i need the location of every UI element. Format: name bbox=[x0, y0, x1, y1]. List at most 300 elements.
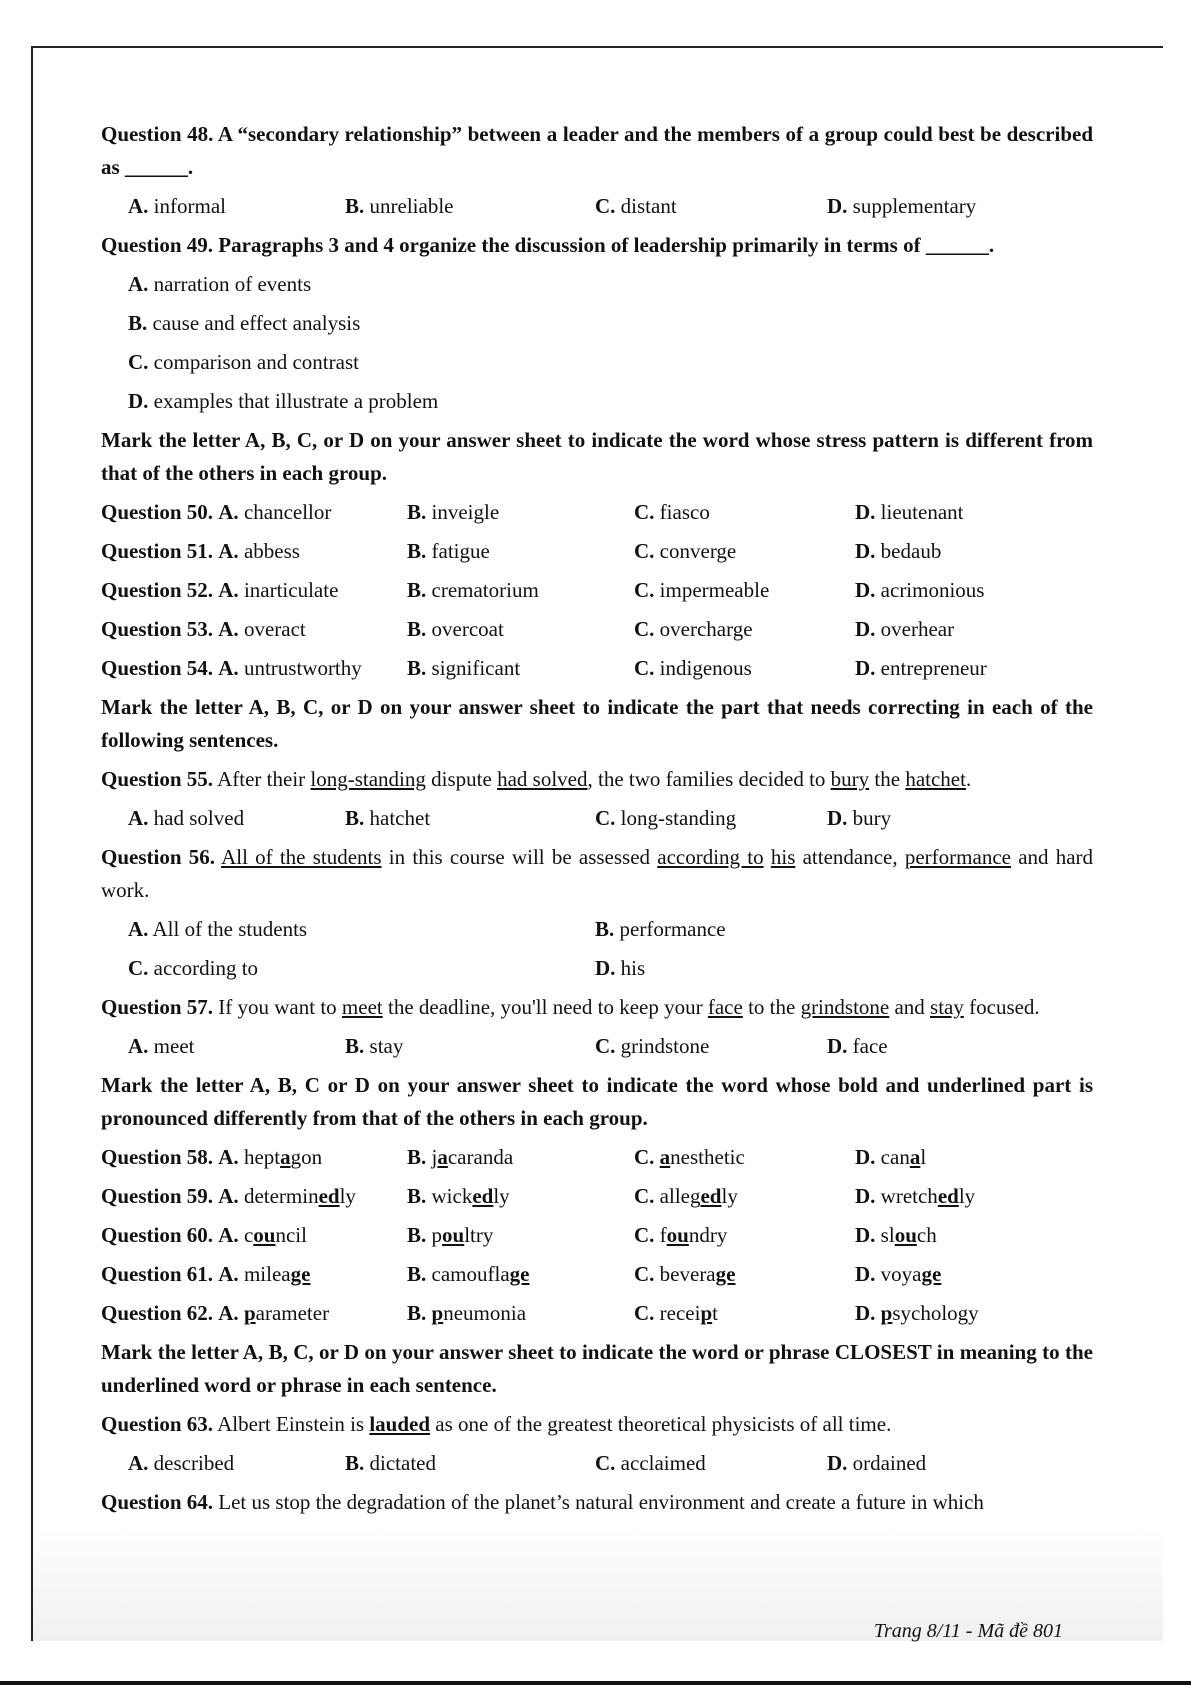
option-letter: B. bbox=[407, 1184, 427, 1208]
question-paragraph bbox=[101, 226, 1093, 265]
option-letter: A. bbox=[218, 1145, 239, 1169]
question-number: Question 52. bbox=[101, 578, 214, 602]
option-letter: C. bbox=[634, 1301, 655, 1325]
question-paragraph bbox=[101, 838, 1093, 910]
option-text: according to bbox=[153, 956, 259, 980]
answer-option bbox=[407, 1255, 529, 1294]
text-run: p bbox=[431, 1223, 443, 1247]
option-letter: B. bbox=[407, 578, 427, 602]
question-paragraph bbox=[101, 688, 1093, 760]
answer-option bbox=[827, 1027, 888, 1066]
text-run: inarticulate bbox=[243, 578, 339, 602]
text-run: wick bbox=[431, 1184, 473, 1208]
text-run: Question 49. Paragraphs 3 and 4 organize the discussion of leadership primarily in terms of ______. bbox=[101, 233, 995, 257]
option-letter: D. bbox=[855, 1301, 876, 1325]
answer-option bbox=[407, 1216, 493, 1255]
question-paragraph bbox=[101, 1405, 1093, 1444]
text-run: significant bbox=[431, 656, 521, 680]
question-paragraph bbox=[101, 988, 1093, 1027]
underlined-text: a bbox=[909, 1145, 921, 1169]
question-row bbox=[101, 571, 1093, 610]
option-letter: A. bbox=[218, 617, 239, 641]
answer-option bbox=[345, 799, 430, 838]
option-letter: D. bbox=[855, 1145, 876, 1169]
answer-option bbox=[345, 187, 453, 226]
question-paragraph bbox=[101, 115, 1093, 187]
option-text: comparison and contrast bbox=[153, 350, 359, 374]
option-letter: C. bbox=[634, 1184, 655, 1208]
options-row bbox=[101, 1027, 1093, 1066]
text-run: converge bbox=[659, 539, 737, 563]
text-run: overhear bbox=[880, 617, 955, 641]
option-letter: B. bbox=[345, 194, 365, 218]
answer-option bbox=[855, 571, 984, 610]
text-run: entrepreneur bbox=[880, 656, 987, 680]
text-run: acrimonious bbox=[880, 578, 985, 602]
bottom-border bbox=[0, 1681, 1191, 1685]
question-paragraph bbox=[101, 421, 1093, 493]
question-number: Question 51. bbox=[101, 539, 214, 563]
option-text: bury bbox=[852, 806, 892, 830]
option-letter: B. bbox=[128, 311, 148, 335]
text-run: fiasco bbox=[659, 500, 710, 524]
answer-option bbox=[855, 1255, 941, 1294]
option-letter: A. bbox=[128, 272, 149, 296]
option-letter: C. bbox=[128, 350, 149, 374]
answer-option bbox=[407, 610, 504, 649]
option-text: had solved bbox=[153, 806, 245, 830]
text-run: ly bbox=[339, 1184, 356, 1208]
underlined-text: ed bbox=[937, 1184, 959, 1208]
underlined-text: ou bbox=[894, 1223, 917, 1247]
option-text: dictated bbox=[369, 1451, 436, 1475]
option-text: described bbox=[153, 1451, 235, 1475]
text-run: t bbox=[712, 1301, 718, 1325]
option-letter: B. bbox=[407, 1145, 427, 1169]
answer-option bbox=[827, 1444, 926, 1483]
option-letter: A. bbox=[218, 500, 239, 524]
option-letter: D. bbox=[855, 1184, 876, 1208]
text-run: c bbox=[243, 1223, 254, 1247]
answer-option bbox=[634, 571, 769, 610]
answer-option bbox=[128, 343, 359, 382]
answer-option bbox=[345, 1027, 403, 1066]
option-letter: A. bbox=[128, 1034, 149, 1058]
question-number: Question 54. bbox=[101, 656, 214, 680]
question-number: Question 62. bbox=[101, 1301, 214, 1325]
question-number: Question 61. bbox=[101, 1262, 214, 1286]
text-run: indigenous bbox=[659, 656, 752, 680]
options-row bbox=[101, 1444, 1093, 1483]
answer-option bbox=[128, 187, 226, 226]
answer-option bbox=[595, 799, 736, 838]
option-letter: C. bbox=[595, 1034, 616, 1058]
text-run: hept bbox=[243, 1145, 281, 1169]
answer-option bbox=[855, 1138, 926, 1177]
underlined-text: p bbox=[431, 1301, 444, 1325]
text-run: . bbox=[965, 767, 972, 791]
option-text: long-standing bbox=[620, 806, 737, 830]
text-run: Mark the letter A, B, C, or D on your answer sheet to indicate the word whose stress pattern is different from that of the others in each group. bbox=[101, 428, 1093, 485]
text-run: bevera bbox=[659, 1262, 716, 1286]
options-row bbox=[101, 265, 1093, 304]
answer-option bbox=[101, 649, 362, 688]
text-run: fatigue bbox=[431, 539, 490, 563]
text-run: voya bbox=[880, 1262, 922, 1286]
option-letter: C. bbox=[595, 1451, 616, 1475]
options-row bbox=[101, 949, 1093, 988]
option-letter: D. bbox=[595, 956, 616, 980]
answer-option bbox=[101, 1294, 329, 1333]
text-run: and bbox=[889, 995, 931, 1019]
underlined-text: face bbox=[707, 995, 743, 1019]
underlined-text: according to bbox=[657, 845, 764, 869]
option-letter: A. bbox=[218, 1184, 239, 1208]
question-number: Question 59. bbox=[101, 1184, 214, 1208]
text-run: determin bbox=[243, 1184, 319, 1208]
text-run: Question 64. bbox=[101, 1490, 214, 1514]
underlined-text: ou bbox=[253, 1223, 276, 1247]
options-row bbox=[101, 304, 1093, 343]
underlined-text: bury bbox=[830, 767, 870, 791]
option-text: face bbox=[852, 1034, 888, 1058]
text-run: sychology bbox=[892, 1301, 979, 1325]
option-text: narration of events bbox=[153, 272, 312, 296]
option-text: his bbox=[620, 956, 646, 980]
question-paragraph bbox=[101, 1066, 1093, 1138]
answer-option bbox=[407, 571, 539, 610]
answer-option bbox=[595, 949, 645, 988]
answer-option bbox=[407, 1138, 513, 1177]
option-text: stay bbox=[369, 1034, 404, 1058]
question-row bbox=[101, 1255, 1093, 1294]
text-run: sl bbox=[880, 1223, 895, 1247]
answer-option bbox=[595, 910, 726, 949]
option-letter: D. bbox=[827, 1451, 848, 1475]
text-run: neumonia bbox=[443, 1301, 527, 1325]
text-run: attendance, bbox=[795, 845, 905, 869]
option-letter: C. bbox=[634, 1145, 655, 1169]
text-run: to the bbox=[742, 995, 801, 1019]
answer-option bbox=[855, 649, 987, 688]
underlined-text: ed bbox=[472, 1184, 494, 1208]
option-letter: B. bbox=[345, 1451, 365, 1475]
option-letter: D. bbox=[827, 1034, 848, 1058]
text-run: as one of the greatest theoretical physicists of all time. bbox=[430, 1412, 892, 1436]
answer-option bbox=[595, 187, 677, 226]
answer-option bbox=[855, 1216, 937, 1255]
answer-option bbox=[855, 610, 954, 649]
text-run: gon bbox=[290, 1145, 323, 1169]
text-run: the deadline, you'll need to keep your bbox=[382, 995, 708, 1019]
option-letter: A. bbox=[218, 1223, 239, 1247]
underlined-text: ge bbox=[715, 1262, 736, 1286]
option-text: All of the students bbox=[152, 917, 308, 941]
question-row bbox=[101, 1177, 1093, 1216]
answer-option bbox=[101, 1216, 307, 1255]
underlined-text: had solved bbox=[497, 767, 588, 791]
answer-option bbox=[128, 1444, 234, 1483]
underlined-text: p bbox=[700, 1301, 713, 1325]
text-run: After their bbox=[213, 767, 311, 791]
option-letter: C. bbox=[634, 500, 655, 524]
text-run: untrustworthy bbox=[243, 656, 362, 680]
text-run: Let us stop the degradation of the planet’s natural environment and create a future in which bbox=[213, 1490, 984, 1514]
question-number: Question 53. bbox=[101, 617, 214, 641]
options-row bbox=[101, 343, 1093, 382]
text-run: Question 55. bbox=[101, 767, 214, 791]
answer-option bbox=[634, 1255, 735, 1294]
answer-option bbox=[827, 799, 891, 838]
option-letter: C. bbox=[634, 656, 655, 680]
answer-option bbox=[101, 1138, 322, 1177]
answer-option bbox=[634, 1294, 718, 1333]
underlined-text: a bbox=[437, 1145, 448, 1169]
text-run: chancellor bbox=[243, 500, 332, 524]
options-row bbox=[101, 799, 1093, 838]
text-run: If you want to bbox=[213, 995, 342, 1019]
text-run: Mark the letter A, B, C, or D on your answer sheet to indicate the word or phrase CLOSEST in meaning to the underlined word or phrase in each sentence. bbox=[101, 1340, 1093, 1397]
text-run: ndry bbox=[688, 1223, 728, 1247]
underlined-text: ou bbox=[666, 1223, 689, 1247]
answer-option bbox=[595, 1444, 706, 1483]
underlined-text: ge bbox=[921, 1262, 942, 1286]
answer-option bbox=[634, 1216, 727, 1255]
underlined-text: his bbox=[770, 845, 796, 869]
answer-option bbox=[634, 532, 736, 571]
option-letter: A. bbox=[218, 656, 239, 680]
text-run: Question 56. bbox=[101, 845, 215, 869]
option-text: ordained bbox=[852, 1451, 927, 1475]
underlined-text: grindstone bbox=[800, 995, 890, 1019]
answer-option bbox=[827, 187, 976, 226]
question-row bbox=[101, 1138, 1093, 1177]
option-letter: B. bbox=[407, 539, 427, 563]
underlined-text: ge bbox=[290, 1262, 311, 1286]
answer-option bbox=[101, 532, 300, 571]
text-run: lieutenant bbox=[880, 500, 964, 524]
option-letter: C. bbox=[634, 1223, 655, 1247]
question-number: Question 60. bbox=[101, 1223, 214, 1247]
text-run: ch bbox=[916, 1223, 937, 1247]
text-run: Question 57. bbox=[101, 995, 214, 1019]
answer-option bbox=[855, 1294, 979, 1333]
option-text: grindstone bbox=[620, 1034, 710, 1058]
option-letter: A. bbox=[128, 806, 149, 830]
option-letter: B. bbox=[407, 1301, 427, 1325]
answer-option bbox=[407, 493, 499, 532]
answer-option bbox=[128, 910, 307, 949]
answer-option bbox=[128, 799, 244, 838]
answer-option bbox=[634, 649, 752, 688]
option-text: cause and effect analysis bbox=[152, 311, 361, 335]
answer-option bbox=[634, 493, 710, 532]
text-run: overcharge bbox=[659, 617, 753, 641]
answer-option bbox=[345, 1444, 436, 1483]
page-footer: Trang 8/11 - Mã đề 801 bbox=[873, 1620, 1063, 1642]
text-run: alleg bbox=[659, 1184, 701, 1208]
underlined-text: p bbox=[243, 1301, 256, 1325]
text-run: impermeable bbox=[659, 578, 770, 602]
underlined-text: hatchet bbox=[905, 767, 966, 791]
question-number: Question 58. bbox=[101, 1145, 214, 1169]
option-letter: A. bbox=[218, 1262, 239, 1286]
option-letter: B. bbox=[345, 806, 365, 830]
option-text: distant bbox=[620, 194, 677, 218]
answer-option bbox=[407, 1177, 510, 1216]
text-run: l bbox=[920, 1145, 927, 1169]
option-text: hatchet bbox=[369, 806, 431, 830]
answer-option bbox=[101, 571, 338, 610]
question-row bbox=[101, 493, 1093, 532]
text-run: overact bbox=[243, 617, 306, 641]
option-letter: B. bbox=[407, 617, 427, 641]
answer-option bbox=[855, 1177, 975, 1216]
text-run: ly bbox=[493, 1184, 510, 1208]
option-letter: C. bbox=[595, 806, 616, 830]
underlined-text: ge bbox=[509, 1262, 530, 1286]
answer-option bbox=[407, 1294, 526, 1333]
option-letter: D. bbox=[855, 578, 876, 602]
text-run: milea bbox=[243, 1262, 291, 1286]
option-letter: A. bbox=[218, 578, 239, 602]
answer-option bbox=[101, 1255, 310, 1294]
option-letter: C. bbox=[634, 617, 655, 641]
option-text: performance bbox=[619, 917, 726, 941]
question-row bbox=[101, 532, 1093, 571]
option-letter: C. bbox=[128, 956, 149, 980]
option-letter: A. bbox=[218, 539, 239, 563]
underlined-text: meet bbox=[341, 995, 383, 1019]
answer-option bbox=[128, 265, 311, 304]
page-content bbox=[101, 115, 1093, 1522]
question-row bbox=[101, 610, 1093, 649]
underlined-text: long-standing bbox=[310, 767, 426, 791]
text-run: in this course will be assessed bbox=[381, 845, 658, 869]
text-run: ltry bbox=[464, 1223, 494, 1247]
options-row bbox=[101, 382, 1093, 421]
answer-option bbox=[101, 493, 331, 532]
answer-option bbox=[634, 1138, 745, 1177]
text-run: Mark the letter A, B, C or D on your answer sheet to indicate the word whose bold and underlined part is pronounced differently from that of the others in each group. bbox=[101, 1073, 1093, 1130]
underlined-text: performance bbox=[904, 845, 1011, 869]
option-letter: B. bbox=[407, 500, 427, 524]
option-letter: D. bbox=[827, 194, 848, 218]
option-letter: A. bbox=[128, 1451, 149, 1475]
text-run: ly bbox=[721, 1184, 738, 1208]
answer-option bbox=[407, 532, 490, 571]
option-text: informal bbox=[153, 194, 226, 218]
answer-option bbox=[407, 649, 520, 688]
question-paragraph bbox=[101, 1333, 1093, 1405]
option-letter: B. bbox=[407, 656, 427, 680]
option-letter: C. bbox=[634, 578, 655, 602]
text-run bbox=[764, 845, 771, 869]
option-letter: B. bbox=[407, 1223, 427, 1247]
text-run: wretch bbox=[880, 1184, 938, 1208]
option-letter: A. bbox=[128, 917, 149, 941]
option-text: supplementary bbox=[852, 194, 977, 218]
text-run: Question 63. bbox=[101, 1412, 214, 1436]
option-letter: D. bbox=[855, 1223, 876, 1247]
option-text: meet bbox=[153, 1034, 195, 1058]
option-letter: B. bbox=[407, 1262, 427, 1286]
text-run: caranda bbox=[447, 1145, 514, 1169]
answer-option bbox=[634, 1177, 738, 1216]
option-letter: A. bbox=[218, 1301, 239, 1325]
question-number: Question 50. bbox=[101, 500, 214, 524]
underlined-text: ed bbox=[318, 1184, 340, 1208]
text-run: Mark the letter A, B, C, or D on your answer sheet to indicate the part that needs correcting in each of the following sentences. bbox=[101, 695, 1093, 752]
option-letter: D. bbox=[855, 1262, 876, 1286]
option-letter: B. bbox=[345, 1034, 365, 1058]
options-row bbox=[101, 187, 1093, 226]
option-text: unreliable bbox=[369, 194, 454, 218]
option-letter: B. bbox=[595, 917, 615, 941]
answer-option bbox=[634, 610, 753, 649]
underlined-text: p bbox=[880, 1301, 893, 1325]
answer-option bbox=[128, 382, 438, 421]
text-run: inveigle bbox=[431, 500, 500, 524]
text-run: bedaub bbox=[880, 539, 942, 563]
answer-option bbox=[595, 1027, 709, 1066]
options-row bbox=[101, 910, 1093, 949]
text-run: overcoat bbox=[431, 617, 504, 641]
answer-option bbox=[855, 493, 963, 532]
question-row bbox=[101, 649, 1093, 688]
option-letter: D. bbox=[855, 617, 876, 641]
underlined-text: stay bbox=[930, 995, 964, 1019]
answer-option bbox=[128, 949, 258, 988]
answer-option bbox=[128, 304, 360, 343]
option-letter: D. bbox=[827, 806, 848, 830]
question-paragraph bbox=[101, 760, 1093, 799]
text-run: can bbox=[880, 1145, 910, 1169]
text-run: the bbox=[869, 767, 906, 791]
option-letter: C. bbox=[634, 539, 655, 563]
option-letter: D. bbox=[855, 656, 876, 680]
question-row bbox=[101, 1216, 1093, 1255]
text-run: camoufla bbox=[431, 1262, 510, 1286]
option-text: examples that illustrate a problem bbox=[153, 389, 439, 413]
text-run: arameter bbox=[255, 1301, 330, 1325]
option-letter: D. bbox=[855, 500, 876, 524]
text-run: focused. bbox=[963, 995, 1040, 1019]
text-run: dispute bbox=[425, 767, 498, 791]
underlined-text: lauded bbox=[369, 1412, 431, 1436]
question-paragraph bbox=[101, 1483, 1093, 1522]
document-page bbox=[31, 46, 1163, 1641]
text-run: nesthetic bbox=[670, 1145, 745, 1169]
text-run: , the two families decided to bbox=[587, 767, 831, 791]
option-letter: C. bbox=[634, 1262, 655, 1286]
option-text: acclaimed bbox=[620, 1451, 706, 1475]
underlined-text: ed bbox=[700, 1184, 722, 1208]
option-letter: D. bbox=[855, 539, 876, 563]
text-run: Albert Einstein is bbox=[213, 1412, 370, 1436]
text-run: Question 48. A “secondary relationship” between a leader and the members of a group could best be described as ______. bbox=[101, 122, 1093, 179]
text-run: crematorium bbox=[431, 578, 539, 602]
text-run: ly bbox=[958, 1184, 976, 1208]
option-letter: C. bbox=[595, 194, 616, 218]
text-run: j bbox=[431, 1145, 438, 1169]
answer-option bbox=[101, 610, 306, 649]
option-letter: D. bbox=[128, 389, 149, 413]
text-run: abbess bbox=[243, 539, 300, 563]
text-run: ncil bbox=[275, 1223, 307, 1247]
question-row bbox=[101, 1294, 1093, 1333]
underlined-text: a bbox=[659, 1145, 671, 1169]
